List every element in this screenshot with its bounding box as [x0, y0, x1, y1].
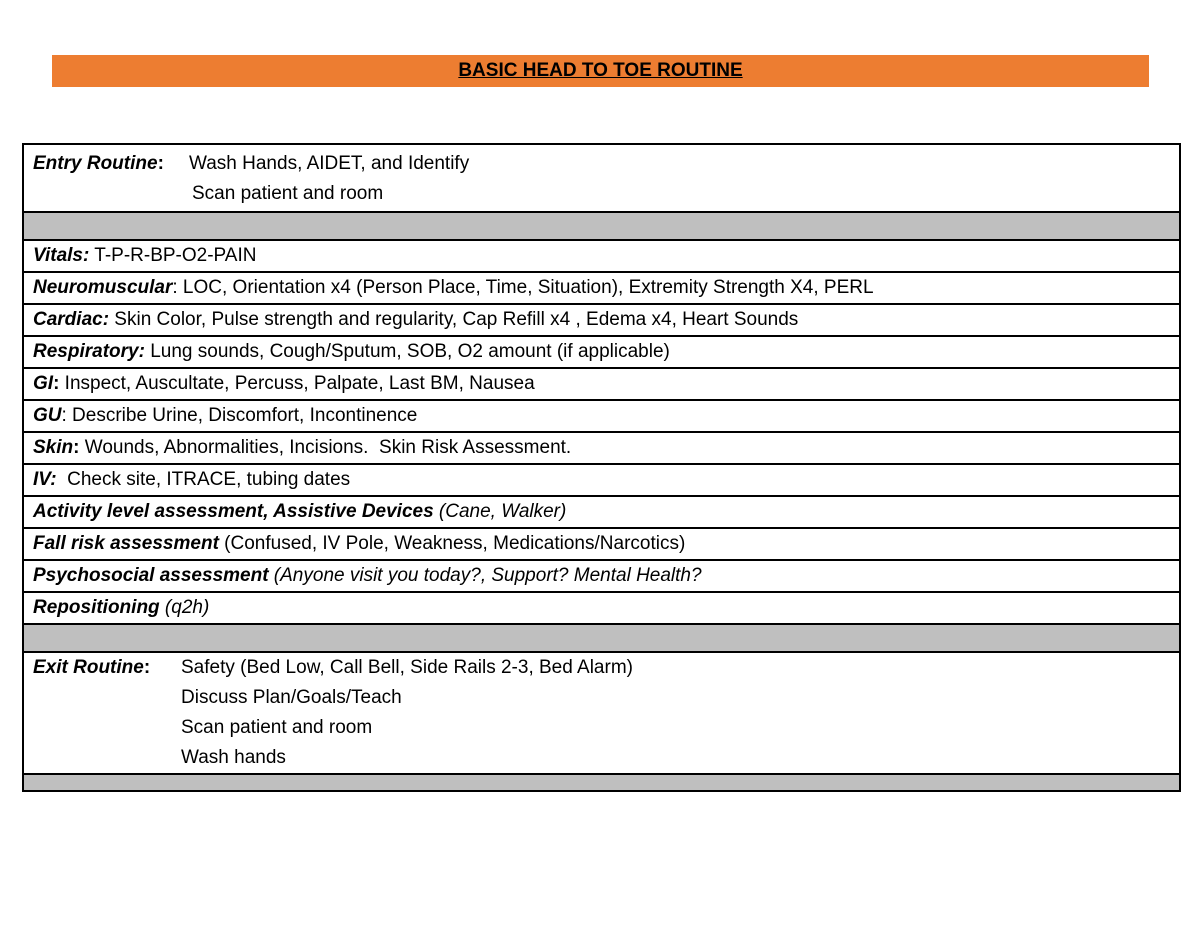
checklist-row	[23, 240, 1180, 272]
checklist-row	[23, 592, 1180, 624]
entry-step: Scan patient and room	[192, 183, 384, 204]
entry-step: Wash Hands, AIDET, and Identify	[189, 153, 470, 174]
row-label-colon: :	[53, 373, 60, 394]
separator-row	[23, 624, 1180, 652]
title-banner	[52, 55, 1149, 87]
row-label: Neuromuscular	[33, 277, 173, 298]
checklist-row	[23, 304, 1180, 336]
row-label: Respiratory	[33, 341, 139, 362]
separator-row	[23, 212, 1180, 240]
row-text: (Confused, IV Pole, Weakness, Medications/Narcotics)	[218, 533, 686, 554]
row-text: Lung sounds, Cough/Sputum, SOB, O2 amount (if applicable)	[144, 341, 670, 362]
entry-routine-colon: :	[157, 153, 164, 174]
separator-row	[23, 774, 1180, 791]
row-label: Skin	[33, 437, 74, 458]
row-label-colon: :	[50, 469, 57, 490]
row-label-colon: :	[61, 405, 67, 426]
exit-routine-colon: :	[143, 657, 151, 678]
row-label: GI	[33, 373, 54, 394]
row-label: Cardiac	[33, 309, 103, 330]
entry-routine-label-wrap	[33, 149, 183, 209]
separator-cell	[23, 624, 1180, 652]
entry-routine-cell	[23, 144, 1180, 212]
row-text: LOC, Orientation x4 (Person Place, Time, Situation), Extremity Strength X4, PERL	[177, 277, 874, 298]
exit-routine-cell	[23, 652, 1180, 774]
row-label: Vitals	[33, 245, 83, 266]
row-label: Psychosocial assessment	[33, 565, 269, 586]
exit-routine-steps	[181, 653, 633, 773]
row-label-colon: :	[73, 437, 80, 458]
checklist-row	[23, 336, 1180, 368]
checklist-row	[23, 560, 1180, 592]
row-text-italic: (q2h)	[159, 597, 210, 618]
checklist-row	[23, 368, 1180, 400]
entry-routine-row	[23, 144, 1180, 212]
separator-cell	[23, 774, 1180, 791]
row-label: Fall risk assessment	[33, 533, 219, 554]
entry-routine-label: Entry Routine	[33, 153, 158, 174]
row-label-colon: :	[172, 277, 178, 298]
row-label: Activity level assessment, Assistive Devices	[33, 501, 434, 522]
row-label-colon: :	[138, 341, 145, 362]
checklist-row	[23, 432, 1180, 464]
exit-step: Wash hands	[181, 747, 286, 768]
row-label-colon: :	[102, 309, 110, 330]
exit-routine-row	[23, 652, 1180, 774]
exit-step: Discuss Plan/Goals/Teach	[181, 687, 402, 708]
exit-routine-label: Exit Routine	[33, 657, 144, 678]
row-label: GU	[33, 405, 62, 426]
checklist-row	[23, 272, 1180, 304]
page-title: BASIC HEAD TO TOE ROUTINE	[458, 60, 743, 81]
row-text: Check site, ITRACE, tubing dates	[56, 469, 351, 490]
row-text: Wounds, Abnormalities, Incisions. Skin Risk Assessment.	[79, 437, 572, 458]
row-text-italic: (Cane, Walker)	[433, 501, 567, 522]
checklist-row	[23, 400, 1180, 432]
exit-step: Scan patient and room	[181, 717, 373, 738]
routine-table	[22, 143, 1181, 792]
row-text: Skin Color, Pulse strength and regularity, Cap Refill x4 , Edema x4, Heart Sounds	[109, 309, 799, 330]
row-text: Describe Urine, Discomfort, Incontinence	[66, 405, 418, 426]
row-label: Repositioning	[33, 597, 160, 618]
exit-step: Safety (Bed Low, Call Bell, Side Rails 2-3, Bed Alarm)	[181, 657, 633, 678]
exit-routine-label-wrap	[33, 653, 181, 773]
row-label-colon: :	[83, 245, 90, 266]
row-text-italic: (Anyone visit you today?, Support? Mental Health?	[268, 565, 702, 586]
row-text: Inspect, Auscultate, Percuss, Palpate, Last BM, Nausea	[59, 373, 535, 394]
checklist-row	[23, 528, 1180, 560]
row-label: IV	[33, 469, 51, 490]
checklist-row	[23, 464, 1180, 496]
separator-cell	[23, 212, 1180, 240]
row-text: T-P-R-BP-O2-PAIN	[89, 245, 257, 266]
entry-routine-steps	[183, 149, 469, 209]
checklist-row	[23, 496, 1180, 528]
